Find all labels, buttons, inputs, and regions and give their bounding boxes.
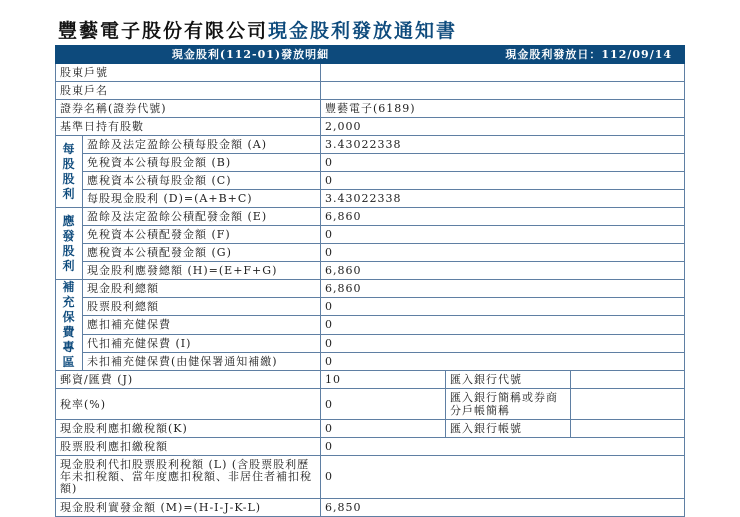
- table-row: [56, 262, 685, 280]
- row-value: 0: [321, 420, 446, 438]
- table-row: [56, 316, 685, 334]
- row-value: 0: [321, 298, 685, 316]
- row-label: 現金股利代扣股票股利稅額 (L) (含股票股利歷年未扣稅額、當年度應扣稅額、非居住者補扣稅額): [56, 456, 321, 499]
- table-row: [56, 389, 685, 420]
- table-row: [56, 456, 685, 499]
- row-label: 現金股利應發總額 (H)=(E+F+G): [83, 262, 321, 280]
- row-value: 10: [321, 371, 446, 389]
- row-label: 未扣補充健保費(由健保署通知補繳): [83, 352, 321, 370]
- table-row: [56, 371, 685, 389]
- table-row: [56, 438, 685, 456]
- row-value: [321, 82, 685, 100]
- bank-code-label: 匯入銀行代號: [446, 371, 571, 389]
- row-value: 0: [321, 172, 685, 190]
- table-row: [56, 100, 685, 118]
- table-row: [56, 280, 685, 298]
- row-label: 每股現金股利 (D)=(A+B+C): [83, 190, 321, 208]
- row-label: 基準日持有股數: [56, 118, 321, 136]
- table-row: [56, 82, 685, 100]
- row-label: 現金股利總額: [83, 280, 321, 298]
- group-label-per-share: 每 股 股 利: [56, 136, 83, 208]
- table-row: [56, 64, 685, 82]
- row-value: 0: [321, 154, 685, 172]
- row-label: 稅率(%): [56, 389, 321, 420]
- table-row: [56, 499, 685, 517]
- row-label: 股東戶名: [56, 82, 321, 100]
- document-title: [58, 16, 457, 43]
- dividend-detail-table: [55, 45, 685, 517]
- row-label: 盈餘及法定盈餘公積配發金額 (E): [83, 208, 321, 226]
- company-name: 豐藝電子股份有限公司: [58, 20, 269, 42]
- table-row: [56, 154, 685, 172]
- table-row: [56, 208, 685, 226]
- row-value: 6,860: [321, 280, 685, 298]
- row-value: 豐藝電子(6189): [321, 100, 685, 118]
- table-row: [56, 190, 685, 208]
- row-label: 郵資/匯費 (J): [56, 371, 321, 389]
- header-title: 現金股利(112-01)發放明細: [56, 46, 446, 64]
- table-row: [56, 298, 685, 316]
- row-value: 6,860: [321, 208, 685, 226]
- row-label: 免稅資本公積每股金額 (B): [83, 154, 321, 172]
- row-label: 免稅資本公積配發金額 (F): [83, 226, 321, 244]
- row-label: 股東戶號: [56, 64, 321, 82]
- row-value: 0: [321, 244, 685, 262]
- table-row: [56, 244, 685, 262]
- row-label: 證券名稱(證券代號): [56, 100, 321, 118]
- row-value: 0: [321, 352, 685, 370]
- group-label-health-premium: 補 充 保 費 專 區: [56, 280, 83, 371]
- row-value: 0: [321, 316, 685, 334]
- bank-account-value: [571, 420, 685, 438]
- row-value: 2,000: [321, 118, 685, 136]
- row-label: 現金股利應扣繳稅額(K): [56, 420, 321, 438]
- row-label: 股票股利總額: [83, 298, 321, 316]
- notice-title: 現金股利發放通知書: [268, 20, 458, 42]
- row-value: 6,850: [321, 499, 685, 517]
- row-label: 盈餘及法定盈餘公積每股金額 (A): [83, 136, 321, 154]
- table-row: [56, 136, 685, 154]
- bank-name-value: [571, 389, 685, 420]
- bank-account-label: 匯入銀行帳號: [446, 420, 571, 438]
- row-label: 代扣補充健保費 (I): [83, 334, 321, 352]
- row-value: 3.43022338: [321, 136, 685, 154]
- row-label: 應扣補充健保費: [83, 316, 321, 334]
- table-row: [56, 226, 685, 244]
- table-header: [56, 46, 685, 64]
- bank-code-value: [571, 371, 685, 389]
- row-value: [321, 64, 685, 82]
- row-label: 股票股利應扣繳稅額: [56, 438, 321, 456]
- table-row: [56, 118, 685, 136]
- table-row: [56, 420, 685, 438]
- row-value: 0: [321, 438, 685, 456]
- payment-date: 現金股利發放日：112/09/14: [446, 46, 685, 64]
- bank-name-label: 匯入銀行簡稱或券商分戶帳簡稱: [446, 389, 571, 420]
- row-label: 應稅資本公積每股金額 (C): [83, 172, 321, 190]
- table-row: [56, 352, 685, 370]
- row-label: 現金股利實發金額 (M)=(H-I-J-K-L): [56, 499, 321, 517]
- row-value: 3.43022338: [321, 190, 685, 208]
- table-row: [56, 172, 685, 190]
- row-value: 0: [321, 334, 685, 352]
- row-value: 0: [321, 389, 446, 420]
- group-label-payable: 應 發 股 利: [56, 208, 83, 280]
- table-row: [56, 334, 685, 352]
- row-value: 0: [321, 456, 685, 499]
- row-value: 0: [321, 226, 685, 244]
- row-label: 應稅資本公積配發金額 (G): [83, 244, 321, 262]
- row-value: 6,860: [321, 262, 685, 280]
